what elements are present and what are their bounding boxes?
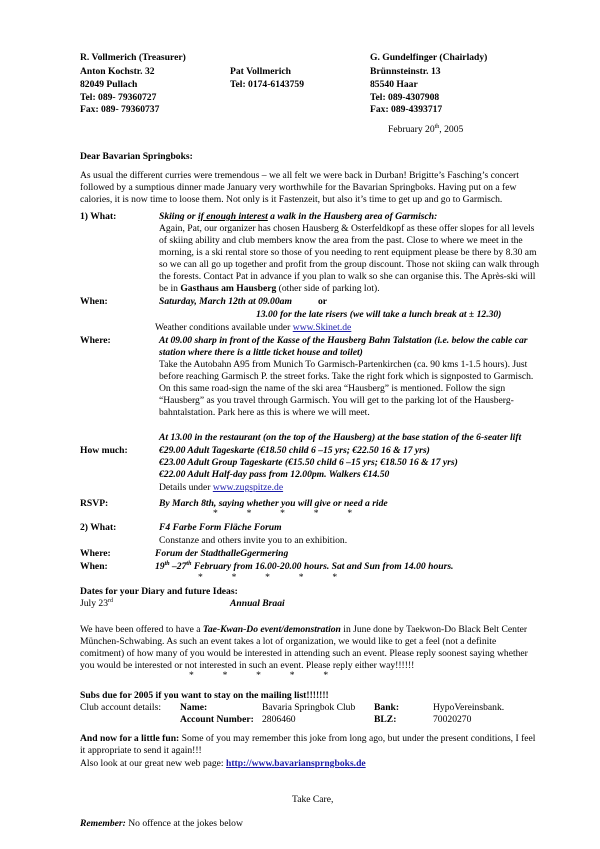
- separator-stars-3: * * * * *: [189, 670, 329, 681]
- intro-paragraph: As usual the different curries were tremendous – we all felt we were back in Durban! Brigitte’s Fasching’s concert followed by a sumptious dinner made January very worthwhile for the Bavarian Springboks. Having put on a few calories, it is now time to loose them. Not only is it Fastenzeit, but also it’s time to get up and go to Garmisch.: [80, 170, 519, 205]
- remember-line: Remember: No offence at the jokes below: [80, 818, 243, 829]
- zugspitze-link[interactable]: www.zugspitze.de: [212, 482, 284, 493]
- chairlady-name: G. Gundelfinger (Chairlady): [370, 52, 488, 63]
- item2-label: 2) What:: [80, 522, 117, 533]
- price-line-1: €29.00 Adult Tageskarte (€18.50 child 6 –15 yrs; €22.50 16 & 17 yrs): [159, 445, 430, 456]
- weather-line: Weather conditions available under www.Skinet.de: [155, 322, 352, 333]
- item1-when-label: When:: [80, 296, 108, 307]
- item1-where-label: Where:: [80, 335, 111, 346]
- diary-event: Annual Braai: [230, 598, 285, 609]
- item2-body: Constanze and others invite you to an exhibition.: [159, 535, 348, 546]
- treasurer-fax: Fax: 089- 79360737: [80, 104, 160, 115]
- item2-when-label: When:: [80, 561, 108, 572]
- bank-name: HypoVereinsbank.: [433, 702, 505, 713]
- item1-when-time: Saturday, March 12th at 09.00am: [159, 296, 292, 307]
- details-line: Details under www.zugspitze.de: [159, 482, 284, 493]
- bank-label: Bank:: [374, 702, 400, 713]
- account-name: Bavaria Springbok Club: [262, 702, 356, 713]
- letter-date: February 20th, 2005: [388, 123, 464, 135]
- rsvp-label: RSVP:: [80, 498, 109, 509]
- item1-where-restaurant: At 13.00 in the restaurant (on the top of the Hausberg) at the base station of the 6-seater lift: [159, 432, 522, 443]
- closing: Take Care,: [292, 794, 334, 805]
- account-number-label: Account Number:: [180, 714, 254, 725]
- treasurer-tel: Tel: 089- 79360727: [80, 92, 157, 103]
- diary-heading: Dates for your Diary and future Ideas:: [80, 586, 238, 597]
- chairlady-street: Brünnsteinstr. 13: [370, 66, 441, 77]
- item2-where-label: Where:: [80, 548, 111, 559]
- item1-when-or: or: [318, 296, 328, 307]
- organizer-name: Pat Vollmerich: [230, 66, 292, 77]
- item1-where-directions: Take the Autobahn A95 from Munich To Garmisch-Partenkirchen (ca. 90 kms 1-1.5 hours). Just before reaching Garmisch P. the street forks. Take the right fork which is signposted to Garmisch. On this same road-sign the name of the ski area “Hausberg” is mentioned. Follow the sign “Hausberg” as you travel through Garmisch. You will get to the parking lot of the Hausberg-bahntalstation. Park here as this is where we will meet.: [159, 359, 534, 418]
- item2-title: F4 Farbe Form Fläche Forum: [159, 522, 282, 533]
- treasurer-city: 82049 Pullach: [80, 79, 138, 90]
- item1-label: 1) What:: [80, 211, 117, 222]
- item1-body: Again, Pat, our organizer has chosen Hausberg & Osterfeldkopf as these offer slopes for all levels of skiing ability and club members know the area from the past. Close to where we meet in the morning, is a ski rental store so those of you needing to rent equipment please be there by 8.30 am so we can all go up together and profit from the group discount. Those not skiing can walk through the forests. Contact Pat in advance if you plan to walk so she can organise this. The Après-ski will be in Gasthaus am Hausberg (other side of parking lot).: [159, 223, 540, 294]
- chairlady-city: 85540 Haar: [370, 79, 418, 90]
- web-line: Also look at our great new web page: http://www.bavariansprngboks.de: [80, 758, 366, 769]
- taekwondo-paragraph: We have been offered to have a Tae-Kwan-Do event/demonstration in June done by Taekwon-Do Black Belt Center München-Schwabing. As such an event takes a lot of organization, we would like to get a feel (not a definite comitment) of how many of you would be interested in attending such an event. Please reply soonest saying whether you would be interested or not interested in such an event. Please reply either way!!!!!!: [80, 624, 528, 671]
- separator-stars-2: * * * * *: [198, 572, 338, 583]
- salutation: Dear Bavarian Springboks:: [80, 151, 193, 162]
- subs-heading: Subs due for 2005 if you want to stay on the mailing list!!!!!!!: [80, 690, 329, 701]
- fun-paragraph: And now for a little fun: Some of you may remember this joke from long ago, but under the present conditions, I feel it appropriate to send it again!!!: [80, 733, 536, 756]
- chairlady-tel: Tel: 089-4307908: [370, 92, 440, 103]
- treasurer-street: Anton Kochstr. 32: [80, 66, 155, 77]
- separator-stars-1: * * * * *: [213, 508, 353, 519]
- item2-where: Forum der StadthalleGgermering: [155, 548, 289, 559]
- diary-date: July 23rd: [80, 597, 113, 609]
- organizer-tel: Tel: 0174-6143759: [230, 79, 304, 90]
- rsvp-text: By March 8th, saying whether you will give or need a ride: [159, 498, 388, 509]
- item1-when-late: 13.00 for the late risers (we will take a lunch break at ± 12.30): [256, 309, 502, 320]
- account-number: 2806460: [262, 714, 296, 725]
- club-account-label: Club account details:: [80, 702, 161, 713]
- blz-number: 70020270: [433, 714, 472, 725]
- item1-how-label: How much:: [80, 445, 128, 456]
- price-line-2: €23.00 Adult Group Tageskarte (€15.50 child 6 –15 yrs; €18.50 16 & 17 yrs): [159, 457, 458, 468]
- item2-when: 19th –27th February from 16.00-20.00 hours. Sat and Sun from 14.00 hours.: [155, 560, 454, 572]
- account-name-label: Name:: [180, 702, 208, 713]
- website-link[interactable]: http://www.bavariansprngboks.de: [226, 758, 366, 769]
- chairlady-fax: Fax: 089-4393717: [370, 104, 443, 115]
- treasurer-name: R. Vollmerich (Treasurer): [80, 52, 186, 63]
- blz-label: BLZ:: [374, 714, 397, 725]
- skinet-link[interactable]: www.Skinet.de: [292, 322, 352, 333]
- item1-where-meet: At 09.00 sharp in front of the Kasse of the Hausberg Bahn Talstation (i.e. below the cable car station where there is a little ticket house and toilet): [159, 335, 528, 358]
- price-line-3: €22.00 Adult Half-day pass from 12.00pm. Walkers €14.50: [159, 469, 390, 480]
- item1-title: Skiing or if enough interest a walk in the Hausberg area of Garmisch:: [159, 211, 438, 222]
